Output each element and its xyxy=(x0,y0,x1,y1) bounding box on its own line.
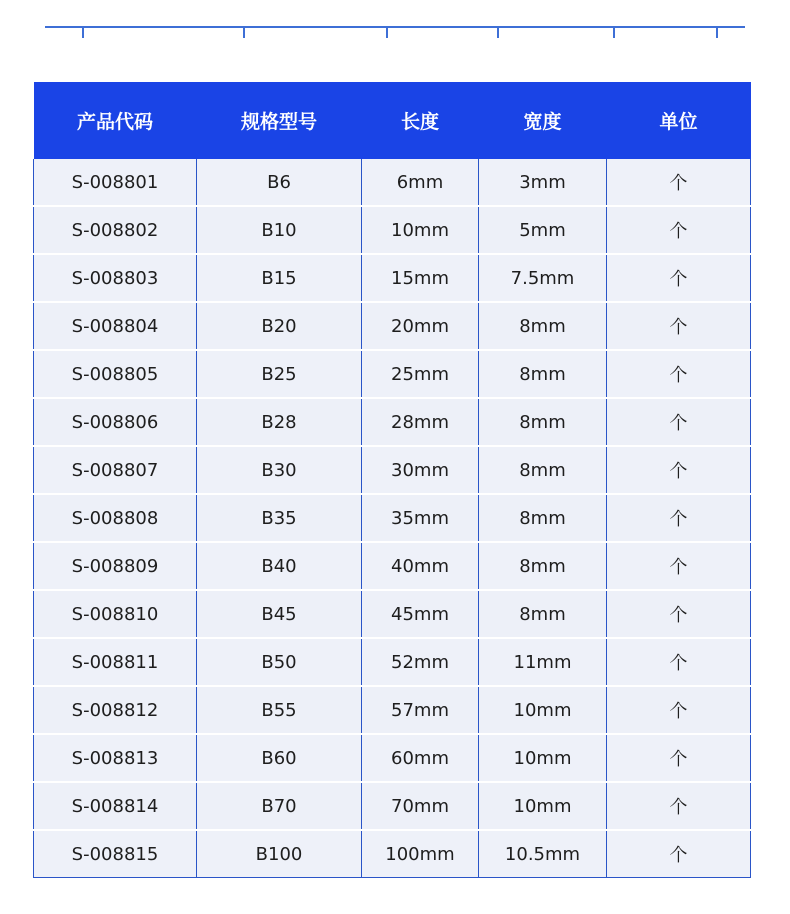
unit-cell: 个 xyxy=(607,446,751,494)
table-row xyxy=(34,830,751,878)
product-code-cell: S-008802 xyxy=(34,206,197,254)
model-cell: B100 xyxy=(197,830,362,878)
width-cell: 10mm xyxy=(479,782,607,830)
length-cell: 28mm xyxy=(362,398,479,446)
width-cell: 7.5mm xyxy=(479,254,607,302)
model-cell: B40 xyxy=(197,542,362,590)
product-spec-table xyxy=(33,82,751,878)
product-code-cell: S-008803 xyxy=(34,254,197,302)
table-row xyxy=(34,782,751,830)
unit-cell: 个 xyxy=(607,159,751,206)
table-row xyxy=(34,206,751,254)
unit-cell: 个 xyxy=(607,398,751,446)
width-cell: 8mm xyxy=(479,398,607,446)
unit-cell: 个 xyxy=(607,206,751,254)
length-cell: 45mm xyxy=(362,590,479,638)
unit-cell: 个 xyxy=(607,638,751,686)
table-row xyxy=(34,350,751,398)
product-code-cell: S-008811 xyxy=(34,638,197,686)
table-row xyxy=(34,302,751,350)
length-cell: 57mm xyxy=(362,686,479,734)
unit-cell: 个 xyxy=(607,542,751,590)
header-row xyxy=(34,82,751,159)
divider-tick xyxy=(716,26,718,38)
unit-cell: 个 xyxy=(607,686,751,734)
product-code-cell: S-008808 xyxy=(34,494,197,542)
model-cell: B6 xyxy=(197,159,362,206)
product-code-cell: S-008814 xyxy=(34,782,197,830)
length-cell: 60mm xyxy=(362,734,479,782)
product-code-cell: S-008815 xyxy=(34,830,197,878)
width-cell: 8mm xyxy=(479,302,607,350)
model-cell: B45 xyxy=(197,590,362,638)
top-divider-line xyxy=(45,26,745,28)
unit-cell: 个 xyxy=(607,302,751,350)
length-cell: 30mm xyxy=(362,446,479,494)
header-unit: 单位 xyxy=(607,82,751,159)
table-row xyxy=(34,686,751,734)
model-cell: B60 xyxy=(197,734,362,782)
header-length: 长度 xyxy=(362,82,479,159)
model-cell: B15 xyxy=(197,254,362,302)
model-cell: B10 xyxy=(197,206,362,254)
length-cell: 70mm xyxy=(362,782,479,830)
model-cell: B25 xyxy=(197,350,362,398)
product-code-cell: S-008801 xyxy=(34,159,197,206)
table-row xyxy=(34,734,751,782)
product-code-cell: S-008807 xyxy=(34,446,197,494)
length-cell: 10mm xyxy=(362,206,479,254)
length-cell: 35mm xyxy=(362,494,479,542)
product-code-cell: S-008813 xyxy=(34,734,197,782)
divider-tick xyxy=(613,26,615,38)
unit-cell: 个 xyxy=(607,254,751,302)
product-code-cell: S-008804 xyxy=(34,302,197,350)
table-header xyxy=(34,82,751,159)
width-cell: 8mm xyxy=(479,542,607,590)
width-cell: 11mm xyxy=(479,638,607,686)
divider-tick xyxy=(243,26,245,38)
product-code-cell: S-008805 xyxy=(34,350,197,398)
width-cell: 8mm xyxy=(479,590,607,638)
table-row xyxy=(34,254,751,302)
model-cell: B28 xyxy=(197,398,362,446)
width-cell: 8mm xyxy=(479,350,607,398)
unit-cell: 个 xyxy=(607,494,751,542)
width-cell: 3mm xyxy=(479,159,607,206)
width-cell: 10mm xyxy=(479,734,607,782)
table-row xyxy=(34,398,751,446)
table-row xyxy=(34,542,751,590)
header-product-code: 产品代码 xyxy=(34,82,197,159)
product-code-cell: S-008809 xyxy=(34,542,197,590)
length-cell: 6mm xyxy=(362,159,479,206)
width-cell: 10mm xyxy=(479,686,607,734)
model-cell: B35 xyxy=(197,494,362,542)
table-body xyxy=(34,159,751,878)
model-cell: B50 xyxy=(197,638,362,686)
width-cell: 8mm xyxy=(479,446,607,494)
model-cell: B55 xyxy=(197,686,362,734)
length-cell: 20mm xyxy=(362,302,479,350)
length-cell: 15mm xyxy=(362,254,479,302)
model-cell: B70 xyxy=(197,782,362,830)
table-row xyxy=(34,494,751,542)
divider-tick xyxy=(386,26,388,38)
unit-cell: 个 xyxy=(607,782,751,830)
product-code-cell: S-008812 xyxy=(34,686,197,734)
model-cell: B20 xyxy=(197,302,362,350)
length-cell: 40mm xyxy=(362,542,479,590)
length-cell: 100mm xyxy=(362,830,479,878)
divider-tick xyxy=(497,26,499,38)
width-cell: 10.5mm xyxy=(479,830,607,878)
width-cell: 8mm xyxy=(479,494,607,542)
header-width: 宽度 xyxy=(479,82,607,159)
length-cell: 25mm xyxy=(362,350,479,398)
model-cell: B30 xyxy=(197,446,362,494)
unit-cell: 个 xyxy=(607,590,751,638)
unit-cell: 个 xyxy=(607,830,751,878)
unit-cell: 个 xyxy=(607,350,751,398)
divider-tick xyxy=(82,26,84,38)
length-cell: 52mm xyxy=(362,638,479,686)
table-row xyxy=(34,638,751,686)
product-code-cell: S-008810 xyxy=(34,590,197,638)
table-row xyxy=(34,159,751,206)
unit-cell: 个 xyxy=(607,734,751,782)
product-code-cell: S-008806 xyxy=(34,398,197,446)
table-row xyxy=(34,590,751,638)
header-model: 规格型号 xyxy=(197,82,362,159)
width-cell: 5mm xyxy=(479,206,607,254)
table-row xyxy=(34,446,751,494)
